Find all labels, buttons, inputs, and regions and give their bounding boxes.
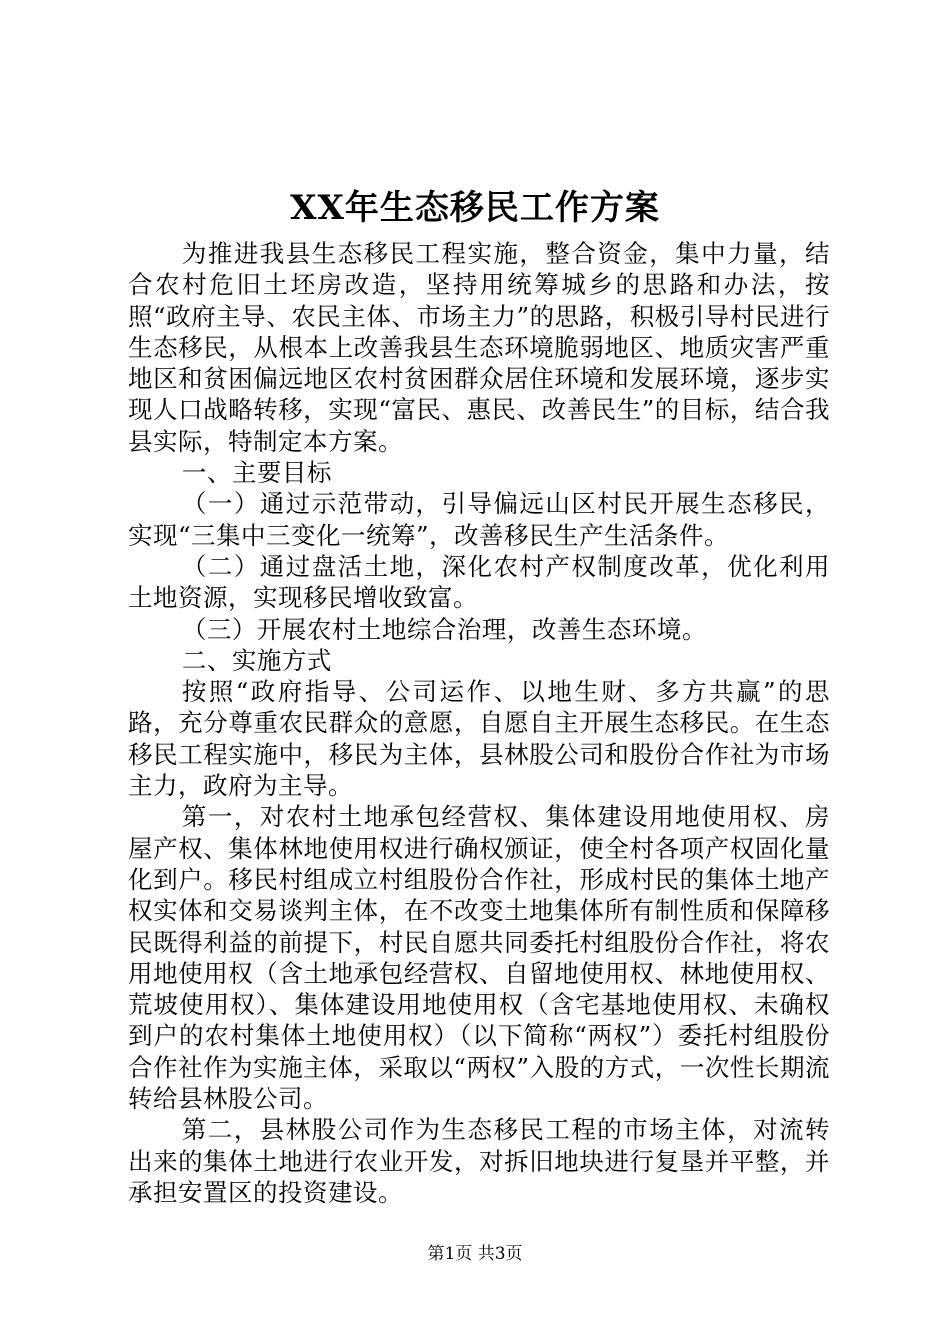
method-first-paragraph: 第一，对农村土地承包经营权、集体建设用地使用权、房屋产权、集体林地使用权进行确权颁证，使全村各项产权固化量化到户。移民村组成立村组股份合作社，形成村民的集体土地产权实体和交易谈判主体，在不改变土地集体所有制性质和保障移民既得利益的前提下，村民自愿共同委托村组股份合作社，将农用地使用权（含土地承包经营权、自留地使用权、林地使用权、荒坡使用权）、集体建设用地使用权（含宅基地使用权、未确权到户的农村集体土地使用权）（以下简称“两权”）委托村组股份合作社作为实施主体，采取以“两权”入股的方式，一次性长期流转给县林股公司。 (128, 802, 830, 1114)
goal-item-1: （一）通过示范带动，引导偏远山区村民开展生态移民，实现“三集中三变化一统筹”，改善移民生产生活条件。 (128, 489, 830, 550)
method-second-paragraph: 第二，县林股公司作为生态移民工程的市场主体，对流转出来的集体土地进行农业开发，对拆旧地块进行复垦并平整，并承担安置区的投资建设。 (128, 1115, 830, 1207)
page-indicator: 第1页 共3页 (427, 1244, 523, 1264)
intro-paragraph: 为推进我县生态移民工程实施，整合资金，集中力量，结合农村危旧土坯房改造，坚持用统筹城乡的思路和办法，按照“政府主导、农民主体、市场主力”的思路，积极引导村民进行生态移民，从根本上改善我县生态环境脆弱地区、地质灾害严重地区和贫困偏远地区农村贫困群众居住环境和发展环境，逐步实现人口战略转移，实现“富民、惠民、改善民生”的目标，结合我县实际，特制定本方案。 (128, 239, 830, 456)
document-body (128, 238, 830, 1208)
methods-paragraph: 按照“政府指导、公司运作、以地生财、多方共赢”的思路，充分尊重农民群众的意愿，自愿自主开展生态移民。在生态移民工程实施中，移民为主体，县林股公司和股份合作社为市场主力，政府为主导。 (128, 677, 830, 801)
document-title: XX年生态移民工作方案 (290, 188, 660, 228)
goal-item-3: （三）开展农村土地综合治理，改善生态环境。 (181, 614, 707, 644)
section-heading-methods: 二、实施方式 (181, 645, 332, 675)
goal-item-2: （二）通过盘活土地，深化农村产权制度改革，优化利用土地资源，实现移民增收致富。 (128, 551, 830, 613)
section-heading-goals: 一、主要目标 (181, 458, 332, 488)
